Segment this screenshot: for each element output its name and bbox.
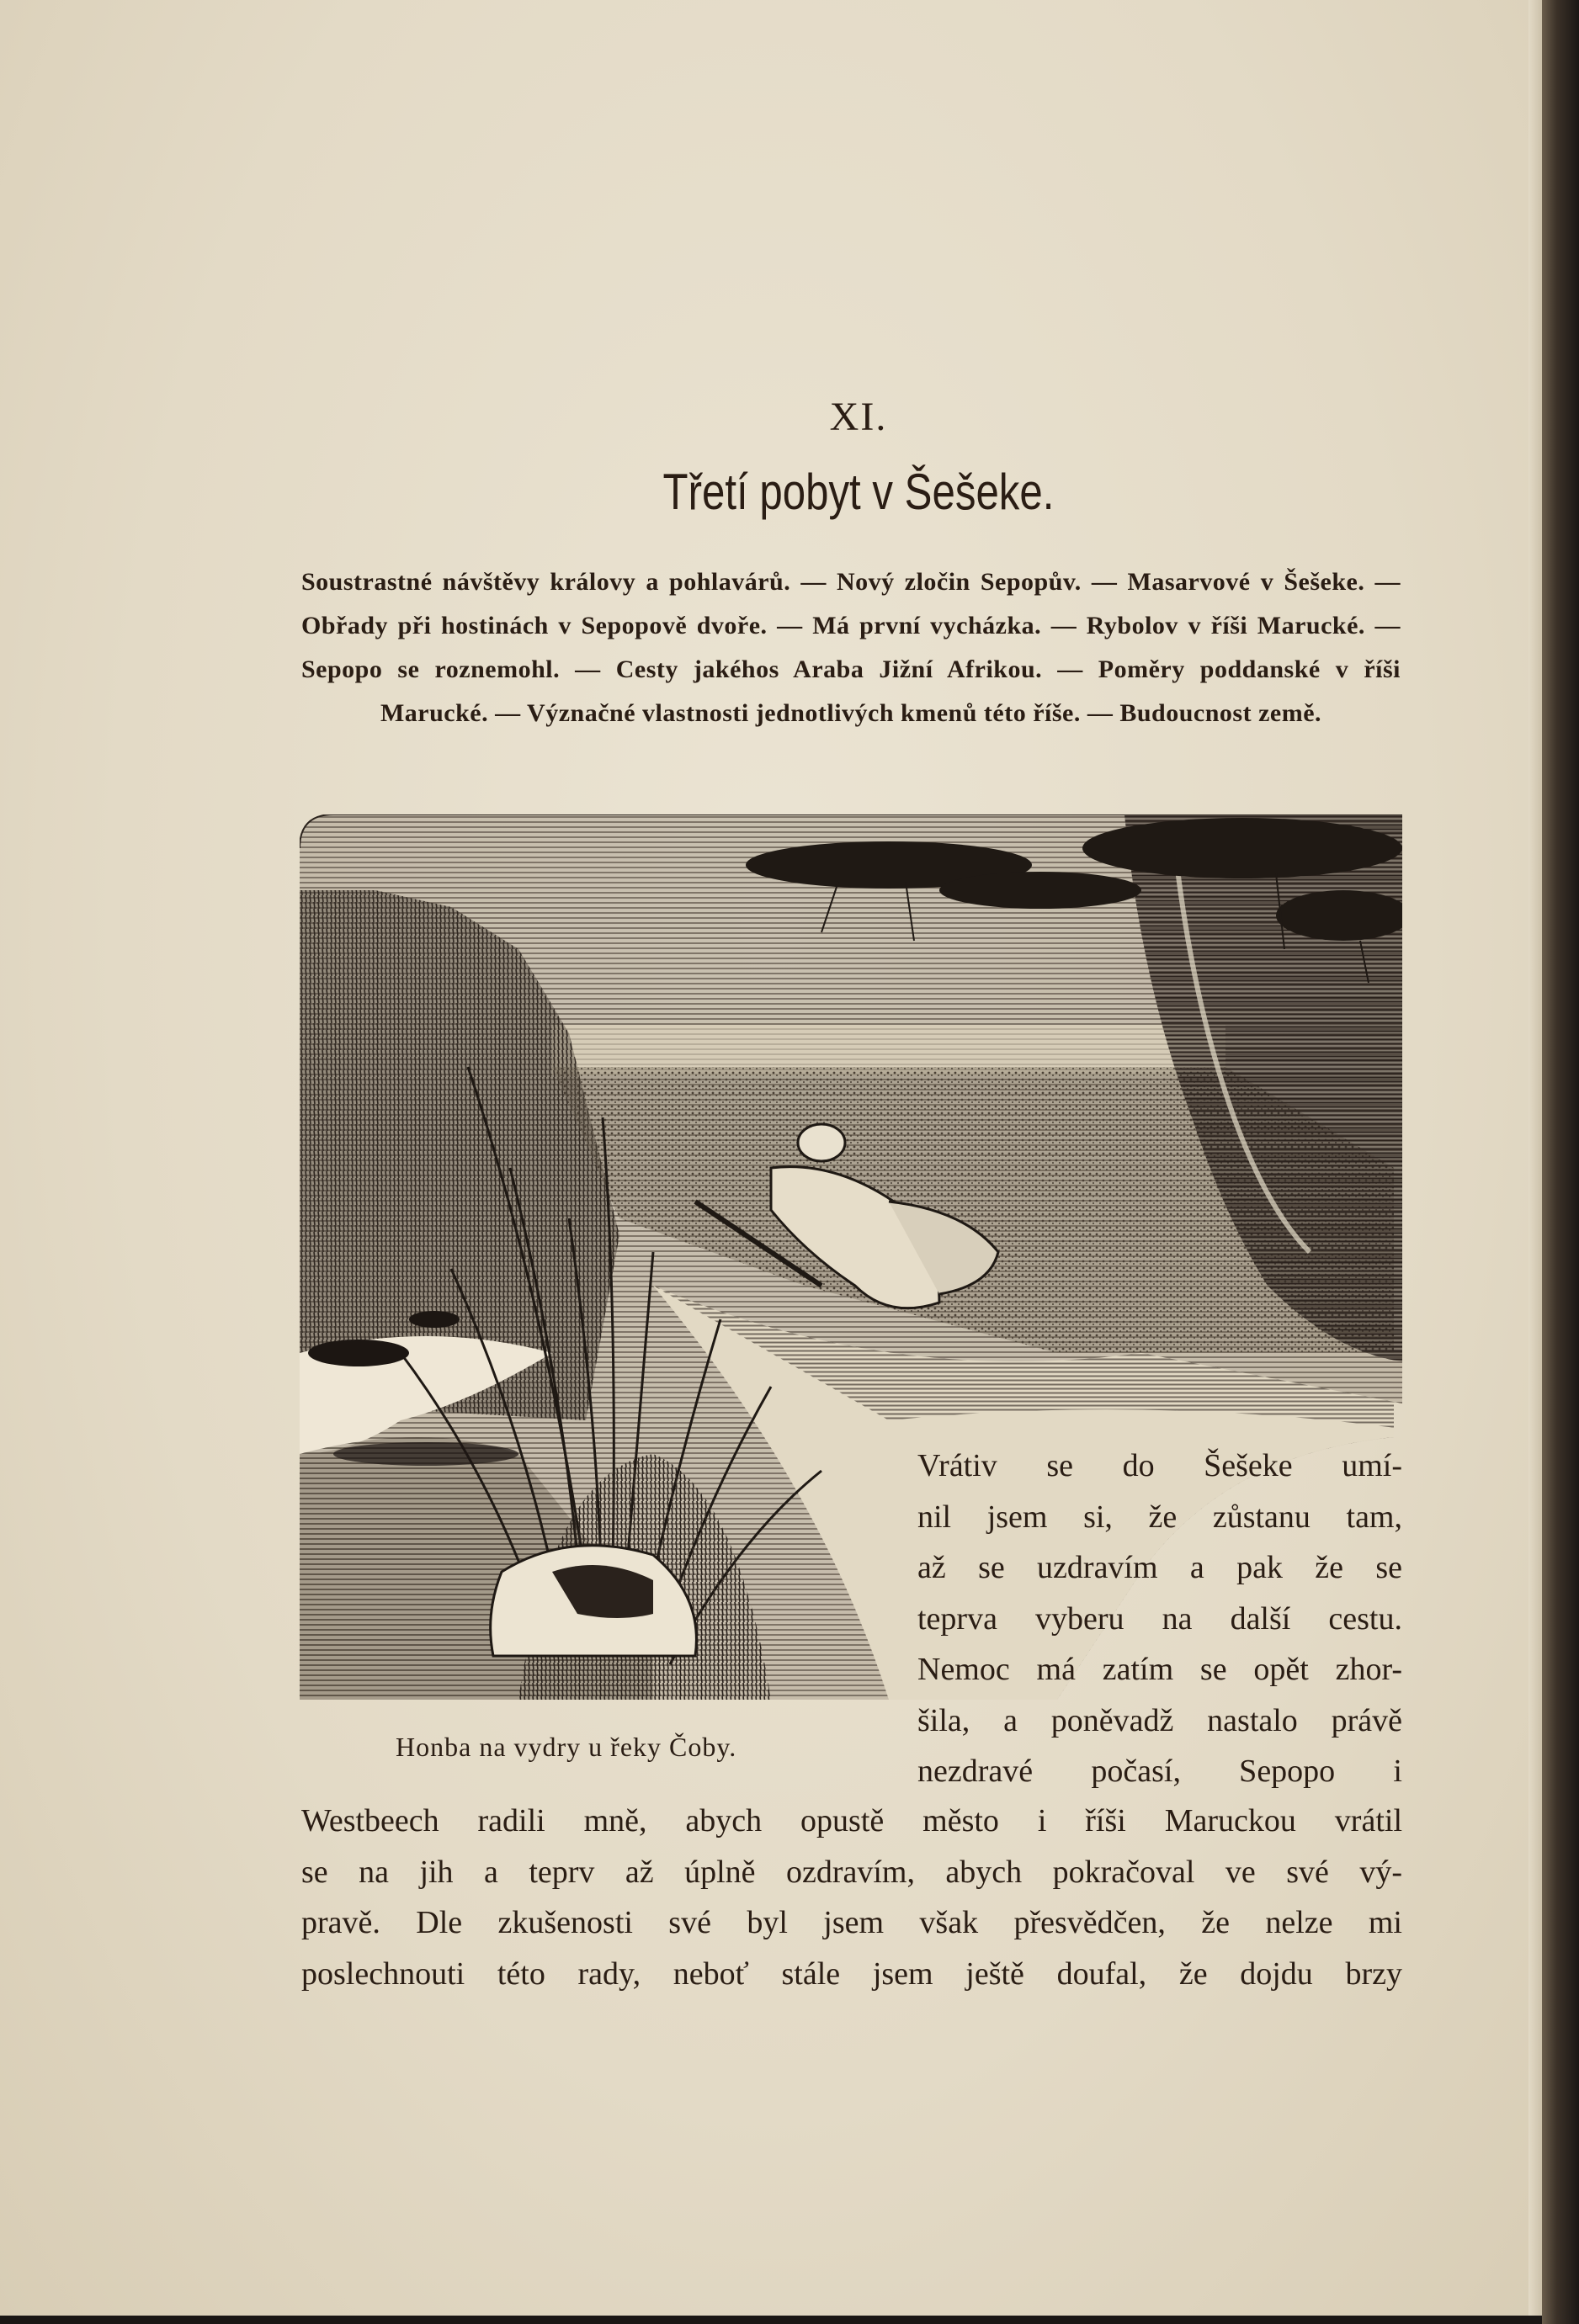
- chapter-number: XI.: [829, 395, 888, 439]
- text-line: poslechnouti této rady, neboť stále jsem ještě doufal, že dojdu brzy: [301, 1955, 1402, 1992]
- figure-caption: Honba na vydry u řeky Čoby.: [396, 1732, 737, 1762]
- body-paragraph: [301, 1796, 1402, 1999]
- text-line: až se uzdravím a pak že se: [917, 1550, 1402, 1585]
- text-line: nil jsem si, že zůstanu tam,: [917, 1499, 1402, 1535]
- chapter-summary: Soustrastné návštěvy královy a pohlavárů. — Nový zločin Sepopův. — Masarvové v Šešeke. — Obřady při hostinách v Sepopově dvoře. — Má první vycházka. — Rybolov v říši Marucké. — Sepopo se roznemohl. — Cesty jakéhos Araba Jižní Afrikou. — Poměry poddanské v říši Marucké. — Význačné vlastnosti jednotlivých kmenů této říše. — Budoucnost země.: [301, 568, 1401, 727]
- text-line: Nemoc má zatím se opět zhor-: [917, 1652, 1402, 1687]
- text-line: šila, a poněvadž nastalo právě: [917, 1702, 1402, 1738]
- text-line: teprva vyberu na další cestu.: [917, 1600, 1402, 1637]
- text-line: pravě. Dle zkušenosti své byl jsem však přesvědčen, že nelze mi: [301, 1905, 1402, 1940]
- text-wrapped-beside-figure: [917, 1441, 1402, 1797]
- chapter-title: Třetí pobyt v Šešeke.: [662, 464, 1055, 520]
- text-line: se na jih a teprv až úplně ozdravím, abych pokračoval ve své vý-: [301, 1854, 1402, 1890]
- text-line: Westbeech radili mně, abych opustě město i říši Maruckou vrátil: [301, 1803, 1402, 1839]
- text-line: Vrátiv se do Šešeke umí-: [917, 1448, 1402, 1483]
- text-line: nezdravé počasí, Sepopo i: [917, 1754, 1402, 1789]
- book-spine-edge: [1542, 0, 1579, 2324]
